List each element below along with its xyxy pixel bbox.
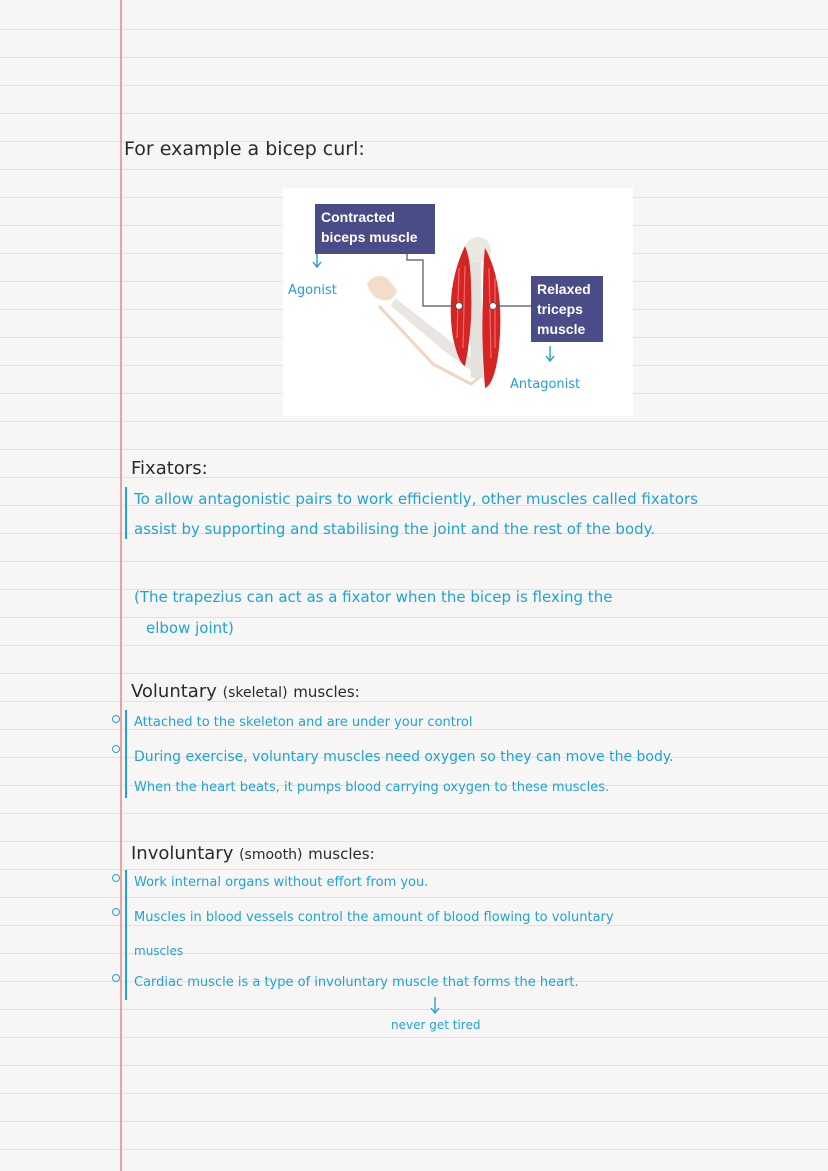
voluntary-bullet-2-line-2: When the heart beats, it pumps blood carrying oxygen to these muscles. xyxy=(134,780,610,795)
voluntary-margin-bar xyxy=(125,710,127,798)
biceps-pointer-line xyxy=(407,246,459,306)
involuntary-bullet-2-line-2: muscles xyxy=(134,944,184,958)
involuntary-margin-bar xyxy=(125,870,127,1000)
fixators-note-line-2: elbow joint) xyxy=(146,619,234,637)
antagonist-arrow xyxy=(546,346,554,361)
involuntary-heading-paren: (smooth) xyxy=(239,847,303,863)
bullet-dot xyxy=(112,715,120,723)
bicep-curl-diagram xyxy=(283,188,633,416)
voluntary-heading-paren: (skeletal) xyxy=(222,685,288,701)
involuntary-heading xyxy=(131,845,375,863)
agonist-arrow xyxy=(313,254,321,267)
involuntary-heading-main: Involuntary xyxy=(131,843,234,864)
involuntary-note: never get tired xyxy=(391,1018,481,1032)
fixators-margin-bar xyxy=(125,487,127,539)
involuntary-bullet-1: Work internal organs without effort from you. xyxy=(134,875,429,890)
triceps-pointer-dot xyxy=(490,303,497,310)
never-tired-arrow xyxy=(428,996,442,1016)
fixators-line-2: assist by supporting and stabilising the joint and the rest of the body. xyxy=(134,520,656,538)
involuntary-heading-end: muscles: xyxy=(308,845,375,863)
bullet-dot xyxy=(112,874,120,882)
fixators-line-1: To allow antagonistic pairs to work efficiently, other muscles called fixators xyxy=(134,490,698,508)
fixators-heading: Fixators: xyxy=(131,458,208,479)
intro-heading: For example a bicep curl: xyxy=(124,138,365,160)
relaxed-triceps-label: Relaxed triceps muscle xyxy=(531,276,603,342)
contracted-biceps-label: Contracted biceps muscle xyxy=(315,204,435,254)
hand xyxy=(367,276,397,300)
voluntary-heading-main: Voluntary xyxy=(131,681,217,702)
voluntary-heading xyxy=(131,683,360,701)
humerus-bone xyxy=(469,258,483,378)
bullet-dot xyxy=(112,745,120,753)
agonist-annotation: Agonist xyxy=(288,283,337,298)
voluntary-heading-end: muscles: xyxy=(293,683,360,701)
bullet-dot xyxy=(112,974,120,982)
voluntary-bullet-1: Attached to the skeleton and are under your control xyxy=(134,715,473,730)
involuntary-bullet-2-line-1: Muscles in blood vessels control the amount of blood flowing to voluntary xyxy=(134,910,614,925)
voluntary-bullet-2-line-1: During exercise, voluntary muscles need oxygen so they can move the body. xyxy=(134,749,674,765)
triceps-muscle xyxy=(482,248,500,388)
margin-line xyxy=(120,0,122,1171)
antagonist-annotation: Antagonist xyxy=(510,377,581,392)
biceps-pointer-dot xyxy=(456,303,463,310)
fixators-note-line-1: (The trapezius can act as a fixator when the bicep is flexing the xyxy=(134,588,613,606)
involuntary-bullet-3: Cardiac muscle is a type of involuntary muscle that forms the heart. xyxy=(134,975,579,990)
bullet-dot xyxy=(112,908,120,916)
